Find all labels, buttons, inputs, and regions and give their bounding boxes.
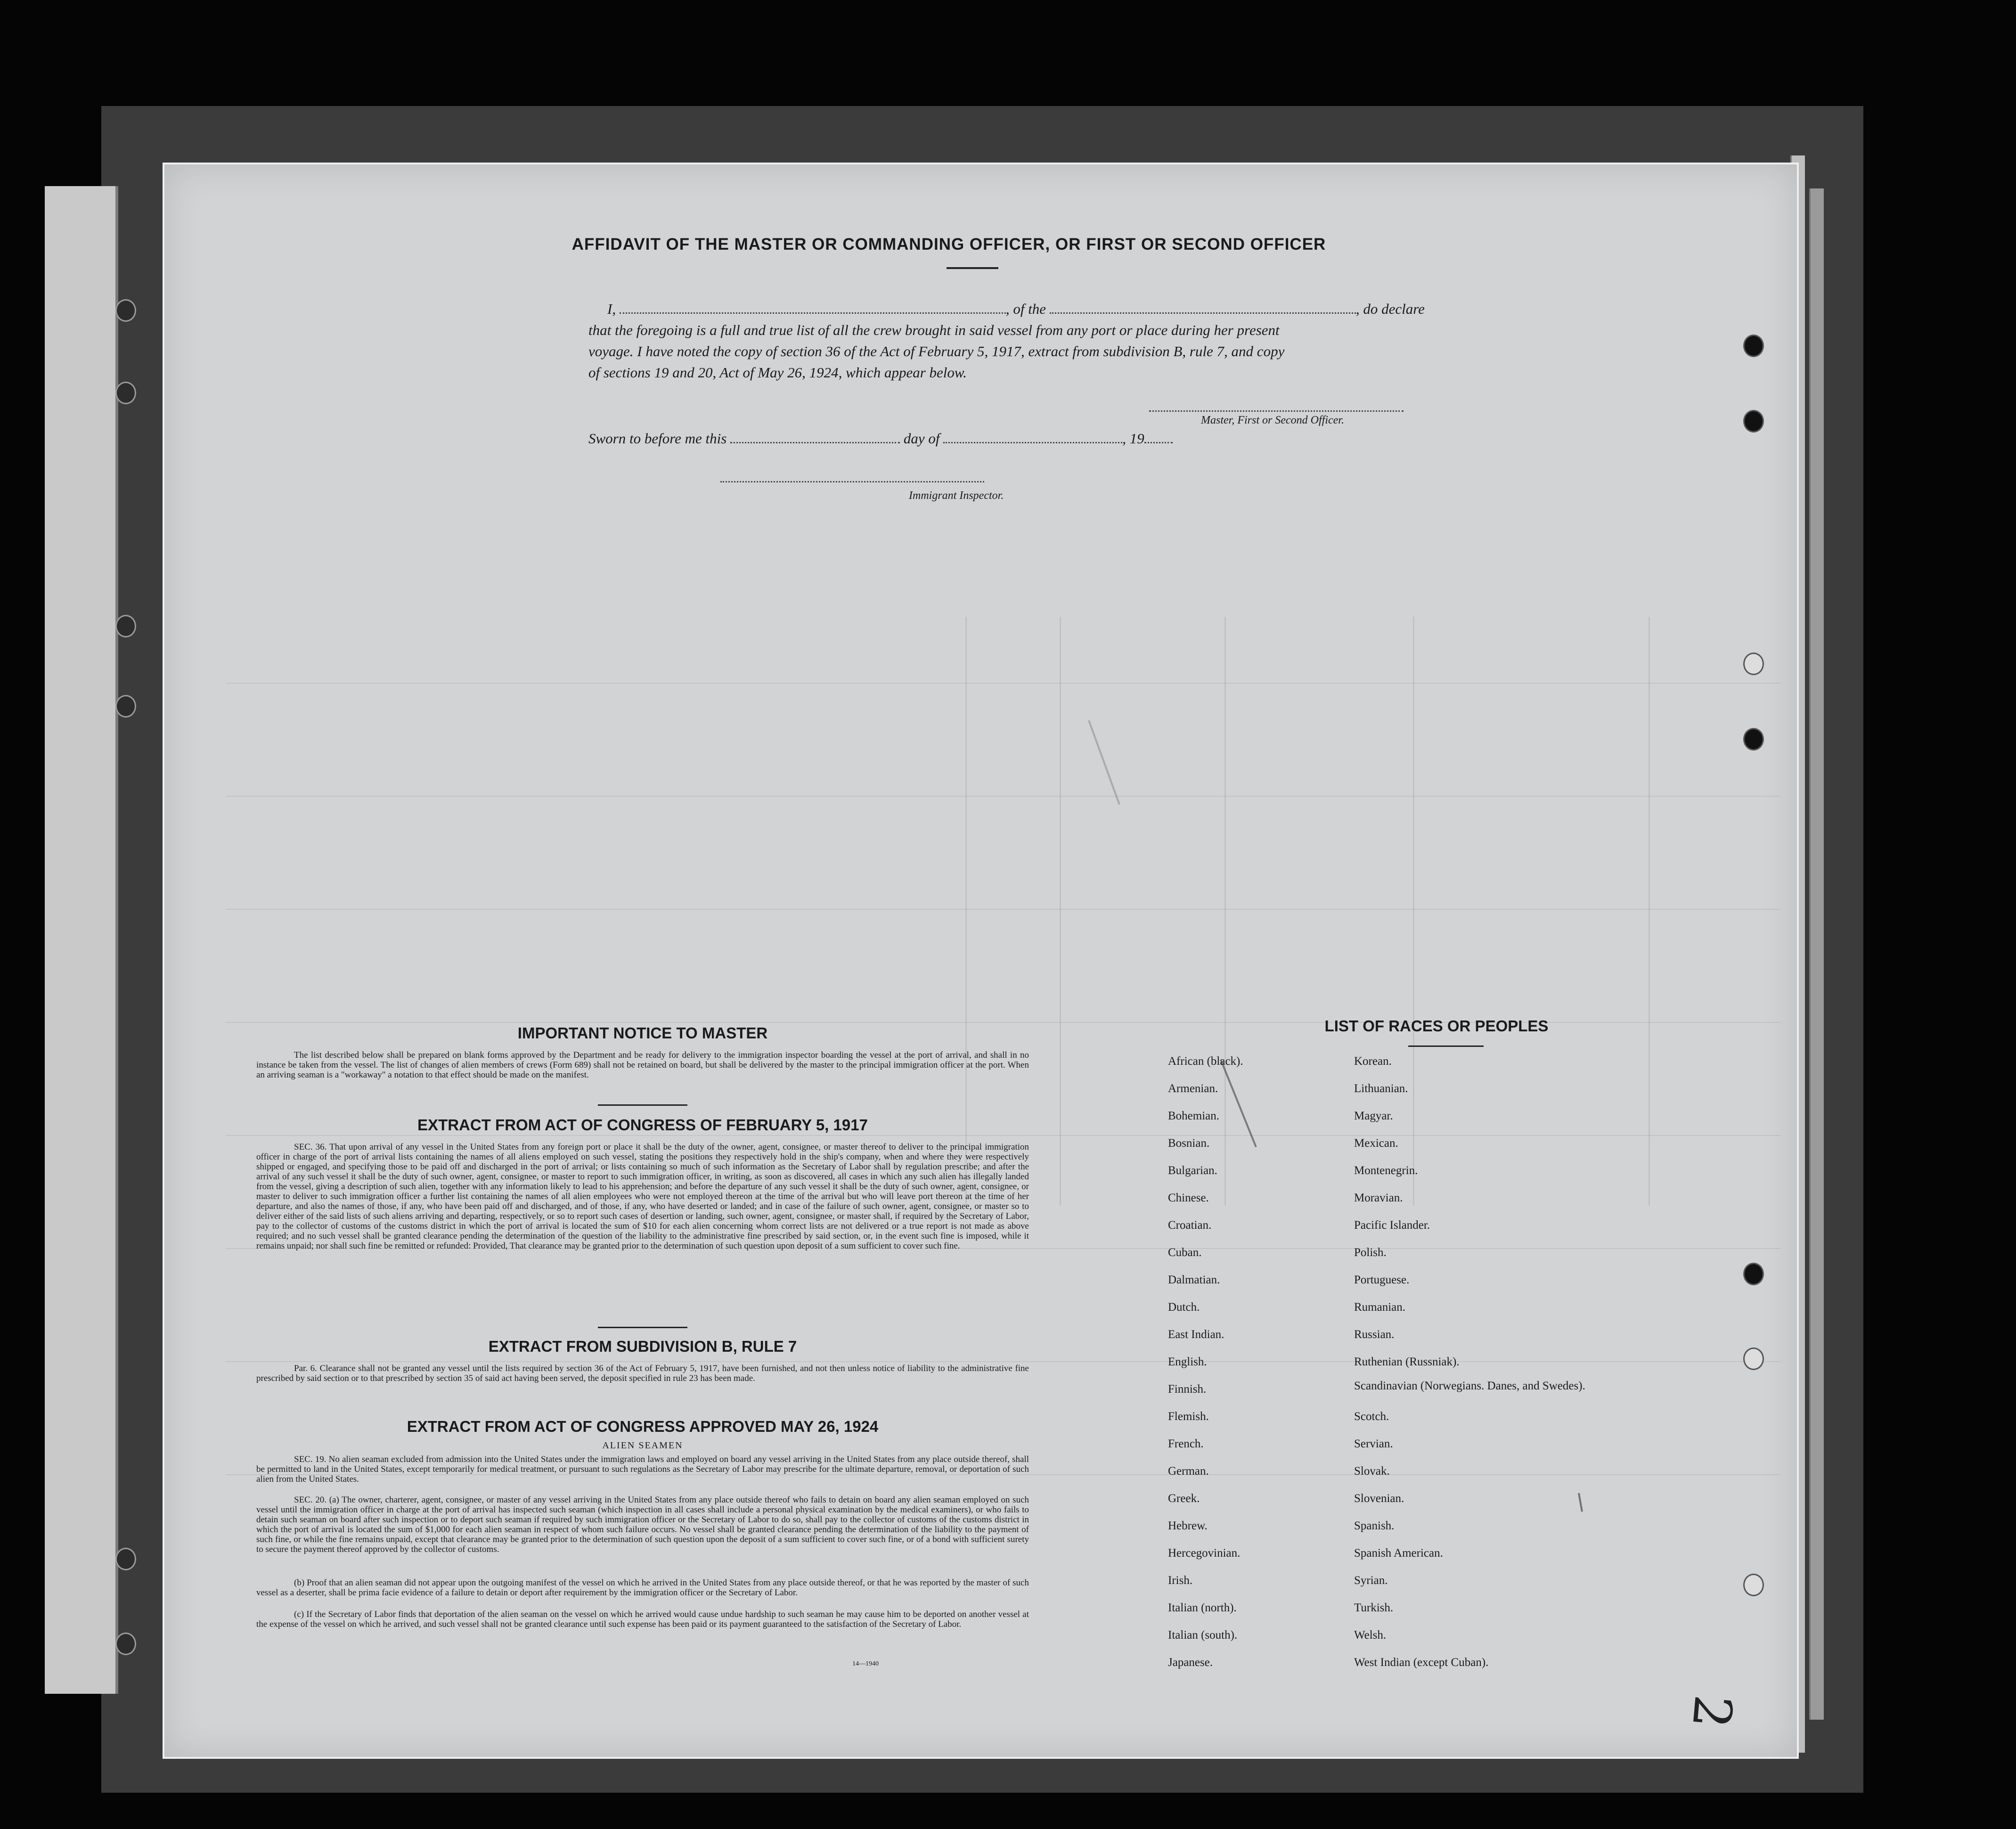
sec-19-text: SEC. 19. No alien seaman excluded from admission into the United States under the immigration laws and employed on board any vessel arriving in the United States from any place outside thereof, shall be permitted to land in the United States, except temporarily for medical treatment, or pursuant to such regulations as the Secretary of Labor may prescribe for the ultimate departure, removal, or deportation of such alien from the United States. (256, 1454, 1029, 1484)
race-item: Spanish. (1354, 1519, 1395, 1532)
race-item: Bulgarian. (1168, 1164, 1217, 1177)
race-item: Ruthenian (Russniak). (1354, 1355, 1460, 1368)
race-item: Portuguese. (1354, 1274, 1410, 1286)
binder-hole (115, 615, 136, 637)
race-item: Flemish. (1168, 1410, 1209, 1423)
inspector-label: Immigrant Inspector. (909, 490, 1004, 502)
alien-seamen-subtitle: ALIEN SEAMEN (602, 1440, 683, 1451)
binder-hole (1743, 653, 1764, 675)
race-item: Irish. (1168, 1574, 1193, 1587)
race-item: Bohemian. (1168, 1110, 1220, 1122)
bleed-grid-line (226, 909, 1780, 910)
race-item: Cuban. (1168, 1246, 1202, 1259)
bleed-grid-line (1060, 617, 1061, 1206)
affidavit-line4: of sections 19 and 20, Act of May 26, 1924, which appear below. (588, 364, 967, 381)
binder-hole (1743, 335, 1764, 357)
manifest-page (163, 163, 1799, 1759)
affidavit-declare: , do declare (1355, 301, 1425, 317)
binder-hole (115, 695, 136, 718)
race-item: Pacific Islander. (1354, 1219, 1430, 1232)
race-item: Italian (north). (1168, 1601, 1237, 1614)
sworn-label: Sworn to before me this (588, 430, 727, 447)
race-item: Bosnian. (1168, 1137, 1210, 1150)
race-item: Polish. (1354, 1246, 1387, 1259)
title-divider (947, 267, 998, 269)
race-item: French. (1168, 1437, 1204, 1450)
races-title: LIST OF RACES OR PEOPLES (1324, 1017, 1549, 1035)
race-item: Hercegovinian. (1168, 1547, 1241, 1560)
races-divider (1408, 1045, 1484, 1047)
handwritten-mark: 2 (1681, 1692, 1744, 1731)
race-item: West Indian (except Cuban). (1354, 1656, 1489, 1669)
binder-hole (115, 1548, 136, 1570)
binder-hole (115, 299, 136, 322)
affidavit-line2: that the foregoing is a full and true list of all the crew brought in said vessel from any port or place during her present (588, 322, 1280, 338)
race-item: German. (1168, 1465, 1209, 1478)
notice-text: The list described below shall be prepared on blank forms approved by the Department and be ready for delivery to the immigration inspector boarding the vessel at the port of arrival, and shall in no instance be taken from the vessel. The list of changes of alien members of crews (Form 689) shall not be retained on board, but shall be delivered by the master to the principal immigration officer at the port. When an arriving seaman is a "workaway" a notation to that effect should be made on the manifest. (256, 1050, 1029, 1080)
race-item: Lithuanian. (1354, 1082, 1408, 1095)
sworn-year-field[interactable] (1144, 429, 1173, 443)
race-item: African (black). (1168, 1055, 1243, 1068)
master-signature-field[interactable] (1149, 407, 1404, 412)
races-right-column (1354, 1055, 1599, 1667)
race-item: English. (1168, 1355, 1207, 1368)
race-item: Syrian. (1354, 1574, 1388, 1587)
bleed-grid-line (226, 796, 1780, 797)
race-item: Japanese. (1168, 1656, 1213, 1669)
binder-hole (115, 1633, 136, 1655)
affidavit-of: , of the (1005, 301, 1046, 317)
affidavit-i: I, (607, 301, 616, 317)
race-item: Welsh. (1354, 1629, 1387, 1641)
inspector-signature-field[interactable] (720, 478, 984, 482)
binding-strip (45, 186, 118, 1694)
race-item: Italian (south). (1168, 1629, 1238, 1641)
race-item: Servian. (1354, 1437, 1393, 1450)
races-left-column (1168, 1055, 1385, 1667)
extract-1917-title: EXTRACT FROM ACT OF CONGRESS OF FEBRUARY 5, 1917 (417, 1116, 868, 1134)
race-item: Mexican. (1354, 1137, 1398, 1150)
race-item: Dalmatian. (1168, 1274, 1220, 1286)
race-item: Croatian. (1168, 1219, 1212, 1232)
race-item: Scandinavian (Norwegians. Danes, and Swedes). (1354, 1380, 1585, 1392)
section-divider (598, 1327, 687, 1328)
sworn-month-field[interactable] (943, 429, 1122, 443)
race-item: Dutch. (1168, 1301, 1200, 1314)
bleed-grid-line (1649, 617, 1650, 1206)
binder-hole (1743, 1574, 1764, 1596)
affidavit-line1 (588, 299, 1616, 319)
race-item: Chinese. (1168, 1192, 1209, 1204)
section-divider (598, 1104, 687, 1106)
binder-hole (1743, 1263, 1764, 1285)
year-label: , 19 (1122, 430, 1144, 447)
race-item: Montenegrin. (1354, 1164, 1418, 1177)
sworn-day-field[interactable] (730, 429, 900, 443)
race-item: Slovenian. (1354, 1492, 1404, 1505)
race-item: Korean. (1354, 1055, 1392, 1068)
extract-1917-text: SEC. 36. That upon arrival of any vessel in the United States from any foreign port or place it shall be the duty of the owner, agent, consignee, or master thereof to deliver to the principal immigration officer in charge of the port of arrival lists containing the names of all aliens employed on such vessel, stating the positions they respectively hold in the ship's company, when and where they were respectively shipped or engaged, and specifying those to be paid off and discharged in the port of arrival; or lists containing so much of such information as the Secretary of Labor shall by regulation prescribe; and after the arrival of any such vessel it shall be the duty of such owner, agent, consignee, or master to report to such immigration officer, in writing, as soon as discovered, all cases in which any such alien has illegally landed from the vessel, giving a description of such alien, together with any information likely to lead to his apprehension; and before the departure of any such vessel it shall be the duty of such owner, agent, consignee, or master to deliver to such immigration officer a further list containing the names of all alien employees who were not employed thereon at the time of the arrival but who will leave port thereon at the time of her departure, and also the names of those, if any, who have been paid off and discharged, and of those, if any, who have deserted or landed; and in case of the failure of such owner, agent, consignee, or master so to deliver either of the said lists of such aliens arriving and departing, respectively, or so to report such cases of desertion or landing, such owner, agent, consignee, or master shall, if required by the Secretary of Labor, pay to the collector of customs of the customs district in which the port of arrival is located the sum of $10 for each alien concerning whom correct lists are not delivered or a true report is not made as above required; and no such vessel shall be granted clearance pending the determination of the question of the liability to the administrative fine prescribed by said section, or, in the event such fine is imposed, while it remains unpaid; nor shall such fine be remitted or refunded: Provided, That clearance may be granted prior to the determination of such question upon deposit of a sum sufficient to cover such fine. (256, 1142, 1029, 1251)
form-number: 14—1940 (852, 1660, 879, 1667)
pencil-mark (1088, 720, 1120, 805)
race-item: East Indian. (1168, 1328, 1224, 1341)
extract-rule7-text: Par. 6. Clearance shall not be granted any vessel until the lists required by section 36 of the Act of February 5, 1917, have been furnished, and not then unless notice of liability to the administrative fine prescribed by said section or to that prescribed by section 35 of said act having been served, the deposit specified in rule 23 has been made. (256, 1364, 1029, 1383)
binder-hole (115, 382, 136, 404)
vessel-name-field[interactable] (1050, 300, 1356, 314)
race-item: Slovak. (1354, 1465, 1390, 1478)
binder-hole (1743, 410, 1764, 433)
master-signature-label: Master, First or Second Officer. (1201, 414, 1344, 426)
race-item: Scotch. (1354, 1410, 1389, 1423)
extract-1924-title: EXTRACT FROM ACT OF CONGRESS APPROVED MAY 26, 1924 (407, 1418, 879, 1435)
bleed-grid-line (226, 683, 1780, 684)
race-item: Magyar. (1354, 1110, 1393, 1122)
binder-hole (1743, 1347, 1764, 1370)
race-item: Greek. (1168, 1492, 1200, 1505)
race-item: Russian. (1354, 1328, 1395, 1341)
sec-20a-text: SEC. 20. (a) The owner, charterer, agent, consignee, or master of any vessel arriving in the United States from any place outside thereof who fails to detain on board any alien seaman employed on such vessel until the immigration officer in charge at the port of arrival has inspected such seaman (which inspection in all cases shall include a personal physical examination by the medical examiners), or who fails to detain such seaman on board after such inspection or to deport such seaman if required by such immigration officer or the Secretary of Labor to do so, shall pay to the collector of customs of the customs district in which the port of arrival is located the sum of $1,000 for each alien seaman in respect of whom such failure occurs. No vessel shall be granted clearance pending the determination of the liability to the payment of such fine, or while the fine remains unpaid, except that clearance may be granted prior to the determination of such question upon the deposit of a sum sufficient to cover such fine, or of a bond with sufficient surety to secure the payment thereof approved by the collector of customs. (256, 1495, 1029, 1554)
race-item: Moravian. (1354, 1192, 1403, 1204)
page-edge (1809, 188, 1824, 1720)
binder-hole (1743, 728, 1764, 751)
affidavit-title: AFFIDAVIT OF THE MASTER OR COMMANDING OFFICER, OR FIRST OR SECOND OFFICER (571, 235, 1326, 253)
race-item: Finnish. (1168, 1383, 1207, 1396)
race-item: Turkish. (1354, 1601, 1394, 1614)
notice-title: IMPORTANT NOTICE TO MASTER (517, 1024, 768, 1042)
extract-rule7-title: EXTRACT FROM SUBDIVISION B, RULE 7 (488, 1338, 797, 1355)
sworn-line (588, 428, 1173, 449)
race-item: Spanish American. (1354, 1547, 1443, 1560)
race-item: Hebrew. (1168, 1519, 1208, 1532)
sec-20c-text: (c) If the Secretary of Labor finds that deportation of the alien seaman on the vessel on which he arrived would cause undue hardship to such seaman he may cause him to be deported on another vessel at the expense of the vessel on which he arrived, and such vessel shall not be granted clearance until such expense has been paid or its payment guaranteed to the satisfaction of the Secretary of Labor. (256, 1609, 1029, 1629)
sec-20b-text: (b) Proof that an alien seaman did not appear upon the outgoing manifest of the vessel on which he arrived in the United States from any place outside thereof, or that he was reported by the master of such vessel as a deserter, shall be prima facie evidence of a failure to detain or deport after requirement by the immigration officer or the Secretary of Labor. (256, 1578, 1029, 1598)
officer-name-field[interactable] (620, 300, 1006, 314)
affidavit-line3: voyage. I have noted the copy of section 36 of the Act of February 5, 1917, extract from subdivision B, rule 7, and copy (588, 343, 1285, 359)
race-item: Armenian. (1168, 1082, 1218, 1095)
day-of-label: day of (903, 430, 940, 447)
race-item: Rumanian. (1354, 1301, 1406, 1314)
